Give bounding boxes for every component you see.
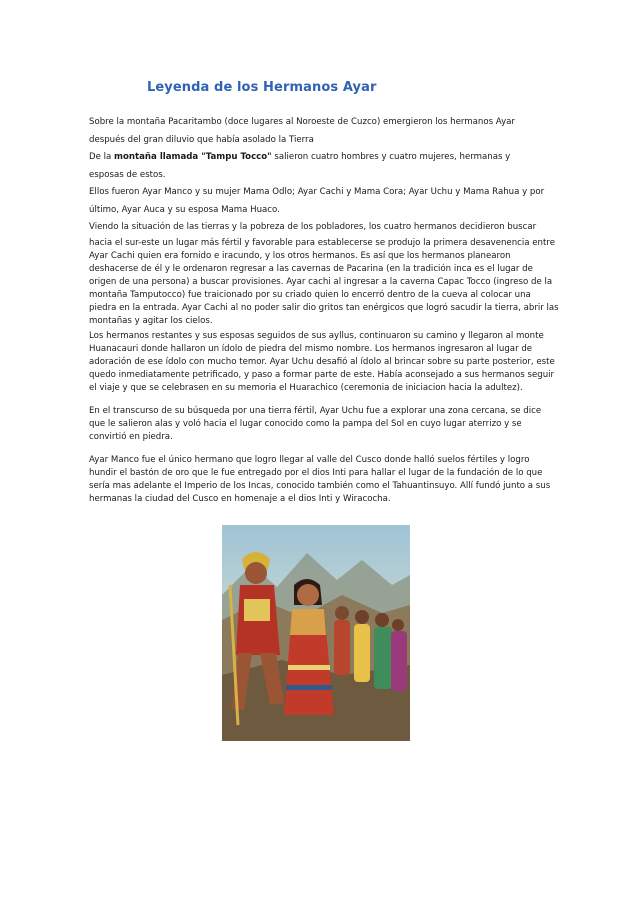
paragraph-cachi: hacia el sur-este un lugar más fértil y favorable para establecerse se produjo la primera desavenencia entre Ayar Cachi quien era fornido e iracundo, y los otros hermanos. Es así que los hermanos planearon deshacerse de él y le ordenaron regresar a las cavernas de Pacarina (en la tradición inca es el lugar de origen de una persona) a buscar provisiones. Ayar cachi al ingresar a la caverna Capac Tocco (ingreso de la montaña Tamputocco) fue traicionado por su criado quien lo encerró dentro de la cueva al colocar una piedra en la entrada. Ayar Cachi al no poder salir dio gritos tan enérgicos que logró sacudir la tierra, abrir las montañas y agitar los cielos. [89,238,559,326]
intro-line-5: Ellos fueron Ayar Manco y su mujer Mama Odlo; Ayar Cachi y Mama Cora; Ayar Uchu y Mama Rahua y por [89,187,545,197]
intro-line-2: después del gran diluvio que había asolado la Tierra [89,134,314,145]
intro-line-7: Viendo la situación de las tierras y la pobreza de los pobladores, los cuatro hermanos decidieron buscar [89,222,537,232]
intro-line-3-bold: montaña llamada "Tampu Tocco" [114,152,272,162]
intro-line-3-post: salieron cuatro hombres y cuatro mujeres, hermanas y [271,152,511,162]
paragraph-uchu: Los hermanos restantes y sus esposas seguidos de sus ayllus, continuaron su camino y llegaron al monte Huanacauri donde hallaron un ídolo de piedra del mismo nombre. Los hermanos ingresaron al lugar de adoración de ese ídolo con mucho temor. Ayar Uchu desafió al ídolo al brincar sobre su parte posterior, este quedo inmediatamente petrificado, y paso a formar parte de este. Había aconsejado a sus hermanos seguir el viaje y que se celebrasen en su memoria el Huarachico (ceremonia de iniciacion hacia la adultez). [89,331,555,393]
intro-line-6: último, Ayar Auca y su esposa Mama Huaco. [89,204,280,215]
intro-line-3-pre: De la [89,152,115,162]
paragraph-flight: En el transcurso de su búsqueda por una tierra fértil, Ayar Uchu fue a explorar una zona cercana, se dice que le salieron alas y voló hacia el lugar conocido como la pampa del Sol en cuyo lugar aterrizo y se convirtió en piedra. [89,406,542,442]
paragraph-manco: Ayar Manco fue el único hermano que logro llegar al valle del Cusco donde halló suelos fértiles y logro hundir el bastón de oro que le fue entregado por el dios Inti para hallar el lugar de la fundación de lo que sería mas adelante el Imperio de los Incas, conocido también como el Tahuantinsuyo. Allí fundó junto a sus hermanas la ciudad del Cusco en homenaje a el dios Inti y Wiracocha. [89,455,551,504]
intro-line-1: Sobre la montaña Pacaritambo (doce lugares al Noroeste de Cuzco) emergieron los hermanos Ayar [89,117,515,127]
ayar-siblings-illustration [222,525,410,741]
intro-block [89,114,559,237]
intro-line-4: esposas de estos. [89,169,166,180]
document-title: Leyenda de los Hermanos Ayar [147,80,377,95]
